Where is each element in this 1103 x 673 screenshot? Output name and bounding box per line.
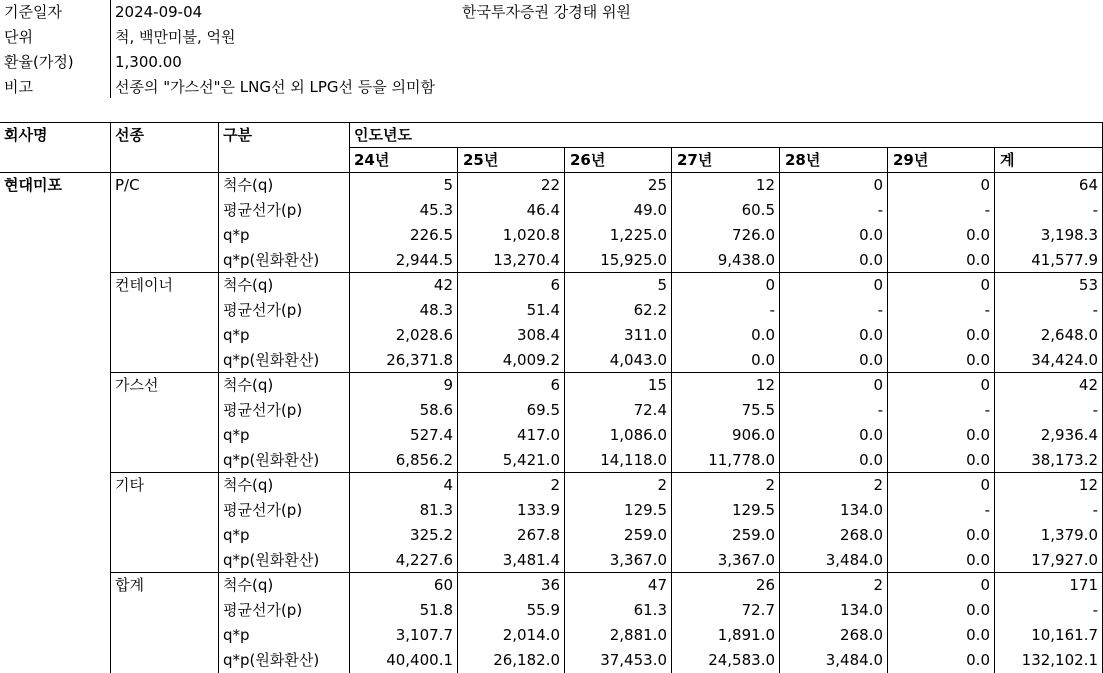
company-name[interactable]: 현대미포 xyxy=(4,176,62,194)
row-label[interactable]: 평균선가(p) xyxy=(223,301,303,319)
row-label[interactable]: 척수(q) xyxy=(223,276,274,294)
value-cell[interactable]: 129.5 xyxy=(624,501,667,519)
grid-line xyxy=(349,122,350,673)
value-cell[interactable]: 47 xyxy=(647,576,667,594)
value-cell[interactable]: 6,856.2 xyxy=(395,451,453,469)
row-label[interactable]: q*p xyxy=(223,326,250,344)
value-cell[interactable]: 14,118.0 xyxy=(600,451,667,469)
value-cell[interactable]: 55.9 xyxy=(526,601,560,619)
value-cell[interactable]: 3,367.0 xyxy=(717,551,775,569)
row-label[interactable]: q*p xyxy=(223,226,250,244)
value-cell[interactable]: 58.6 xyxy=(419,401,453,419)
grid-line xyxy=(110,122,111,673)
value-cell[interactable]: 26 xyxy=(755,576,775,594)
row-label[interactable]: 척수(q) xyxy=(223,176,274,194)
value-cell[interactable]: 259.0 xyxy=(732,526,775,544)
value-cell[interactable]: 0.0 xyxy=(859,226,883,244)
header-year-4[interactable]: 28년 xyxy=(785,151,821,169)
row-label[interactable]: 척수(q) xyxy=(223,376,274,394)
grid-line xyxy=(110,0,111,98)
value-cell[interactable]: 417.0 xyxy=(517,426,560,444)
value-cell[interactable]: 12 xyxy=(755,376,775,394)
row-label[interactable]: 척수(q) xyxy=(223,476,274,494)
header-company[interactable]: 회사명 xyxy=(4,126,48,144)
grid-line xyxy=(218,122,219,673)
value-cell[interactable]: 38,173.2 xyxy=(1031,451,1098,469)
grid-line xyxy=(779,147,780,673)
value-cell[interactable]: 0.0 xyxy=(859,251,883,269)
value-cell[interactable]: 64 xyxy=(1078,176,1098,194)
value-cell[interactable]: 15,925.0 xyxy=(600,251,667,269)
value-cell[interactable]: - xyxy=(769,301,775,319)
value-cell[interactable]: 906.0 xyxy=(732,426,775,444)
value-cell[interactable]: 325.2 xyxy=(410,526,453,544)
value-cell[interactable]: 72.7 xyxy=(741,601,775,619)
value-cell[interactable]: 4,227.6 xyxy=(395,551,453,569)
grid-line xyxy=(110,372,1103,373)
row-label[interactable]: 평균선가(p) xyxy=(223,201,303,219)
value-cell[interactable]: 24,583.0 xyxy=(708,651,775,669)
header-year-3[interactable]: 27년 xyxy=(677,151,713,169)
value-cell[interactable]: 51.4 xyxy=(526,301,560,319)
header-year-1[interactable]: 25년 xyxy=(463,151,499,169)
value-cell[interactable]: 0.0 xyxy=(966,451,990,469)
header-year-6[interactable]: 계 xyxy=(1000,151,1015,169)
value-cell[interactable]: 15 xyxy=(647,376,667,394)
value-cell[interactable]: 2,944.5 xyxy=(395,251,453,269)
row-label[interactable]: 평균선가(p) xyxy=(223,601,303,619)
value-cell[interactable]: 2,028.6 xyxy=(395,326,453,344)
value-cell[interactable]: 3,198.3 xyxy=(1040,226,1098,244)
value-cell[interactable]: 2,936.4 xyxy=(1040,426,1098,444)
value-cell[interactable]: 69.5 xyxy=(526,401,560,419)
value-cell[interactable]: 2,014.0 xyxy=(502,626,560,644)
value-cell[interactable]: 45.3 xyxy=(419,201,453,219)
value-cell[interactable]: - xyxy=(877,301,883,319)
grid-line xyxy=(0,122,1103,123)
value-cell[interactable]: 0.0 xyxy=(859,426,883,444)
ship-type-2[interactable]: 가스선 xyxy=(115,376,159,394)
value-cell[interactable]: 3,484.0 xyxy=(825,551,883,569)
value-cell[interactable]: 12 xyxy=(1078,476,1098,494)
value-cell[interactable]: 10,161.7 xyxy=(1031,626,1098,644)
value-cell[interactable]: 2 xyxy=(873,476,883,494)
value-cell[interactable]: 1,891.0 xyxy=(717,626,775,644)
value-cell[interactable]: 1,225.0 xyxy=(609,226,667,244)
value-cell[interactable]: 72.4 xyxy=(633,401,667,419)
grid-line xyxy=(349,147,1103,148)
value-cell[interactable]: 26,371.8 xyxy=(386,351,453,369)
note-value[interactable]: 선종의 "가스선"은 LNG선 외 LPG선 등을 의미함 xyxy=(115,78,435,96)
value-cell[interactable]: 17,927.0 xyxy=(1031,551,1098,569)
value-cell[interactable]: 61.3 xyxy=(633,601,667,619)
grid-line xyxy=(671,147,672,673)
value-cell[interactable]: - xyxy=(1092,601,1098,619)
value-cell[interactable]: 0 xyxy=(765,276,775,294)
value-cell[interactable]: 0.0 xyxy=(966,651,990,669)
value-cell[interactable]: - xyxy=(984,501,990,519)
row-label[interactable]: q*p xyxy=(223,426,250,444)
value-cell[interactable]: 11,778.0 xyxy=(708,451,775,469)
value-cell[interactable]: 4 xyxy=(443,476,453,494)
value-cell[interactable]: 0.0 xyxy=(966,426,990,444)
grid-line xyxy=(110,572,1103,573)
row-label[interactable]: q*p xyxy=(223,526,250,544)
value-cell[interactable]: 259.0 xyxy=(624,526,667,544)
base-date-value[interactable]: 2024-09-04 xyxy=(115,3,203,21)
value-cell[interactable]: 0 xyxy=(980,176,990,194)
value-cell[interactable]: 62.2 xyxy=(633,301,667,319)
unit-label[interactable]: 단위 xyxy=(4,28,33,46)
row-label[interactable]: q*p(원화환산) xyxy=(223,551,320,569)
row-label[interactable]: q*p(원화환산) xyxy=(223,251,320,269)
header-delivery-year[interactable]: 인도년도 xyxy=(354,126,412,144)
value-cell[interactable]: 40,400.1 xyxy=(386,651,453,669)
ship-type-3[interactable]: 기타 xyxy=(115,476,144,494)
grid-line xyxy=(110,472,1103,473)
value-cell[interactable]: 3,484.0 xyxy=(825,651,883,669)
value-cell[interactable]: - xyxy=(1092,201,1098,219)
value-cell[interactable]: 0.0 xyxy=(859,326,883,344)
grid-line xyxy=(110,272,1103,273)
value-cell[interactable]: - xyxy=(984,401,990,419)
header-year-5[interactable]: 29년 xyxy=(893,151,929,169)
row-label[interactable]: q*p(원화환산) xyxy=(223,451,320,469)
value-cell[interactable]: 41,577.9 xyxy=(1031,251,1098,269)
value-cell[interactable]: 3,107.7 xyxy=(395,626,453,644)
value-cell[interactable]: 5,421.0 xyxy=(502,451,560,469)
value-cell[interactable]: - xyxy=(1092,501,1098,519)
header-year-0[interactable]: 24년 xyxy=(354,151,390,169)
value-cell[interactable]: - xyxy=(877,401,883,419)
value-cell[interactable]: 0.0 xyxy=(966,251,990,269)
value-cell[interactable]: 0 xyxy=(980,276,990,294)
ship-type-0[interactable]: P/C xyxy=(115,176,140,194)
value-cell[interactable]: 1,086.0 xyxy=(609,426,667,444)
row-label[interactable]: q*p(원화환산) xyxy=(223,351,320,369)
value-cell[interactable]: 9 xyxy=(443,376,453,394)
note-label[interactable]: 비고 xyxy=(4,78,33,96)
row-label[interactable]: 평균선가(p) xyxy=(223,401,303,419)
value-cell[interactable]: 0 xyxy=(873,176,883,194)
value-cell[interactable]: 60.5 xyxy=(741,201,775,219)
value-cell[interactable]: 13,270.4 xyxy=(493,251,560,269)
value-cell[interactable]: 0 xyxy=(873,276,883,294)
value-cell[interactable]: 60 xyxy=(433,576,453,594)
value-cell[interactable]: 267.8 xyxy=(517,526,560,544)
value-cell[interactable]: 0 xyxy=(980,576,990,594)
value-cell[interactable]: 726.0 xyxy=(732,226,775,244)
value-cell[interactable]: - xyxy=(984,201,990,219)
value-cell[interactable]: 2 xyxy=(765,476,775,494)
value-cell[interactable]: 0 xyxy=(873,376,883,394)
value-cell[interactable]: 133.9 xyxy=(517,501,560,519)
value-cell[interactable]: 5 xyxy=(657,276,667,294)
grid-line xyxy=(564,147,565,673)
header-year-2[interactable]: 26년 xyxy=(570,151,606,169)
value-cell[interactable]: 42 xyxy=(433,276,453,294)
row-label[interactable]: 평균선가(p) xyxy=(223,501,303,519)
value-cell[interactable]: 46.4 xyxy=(526,201,560,219)
value-cell[interactable]: 311.0 xyxy=(624,326,667,344)
value-cell[interactable]: - xyxy=(984,301,990,319)
ship-type-4[interactable]: 합계 xyxy=(115,576,144,594)
value-cell[interactable]: 0.0 xyxy=(859,351,883,369)
value-cell[interactable]: 3,367.0 xyxy=(609,551,667,569)
grid-line xyxy=(457,147,458,673)
value-cell[interactable]: 0.0 xyxy=(751,326,775,344)
value-cell[interactable]: 268.0 xyxy=(840,626,883,644)
value-cell[interactable]: 4,009.2 xyxy=(502,351,560,369)
value-cell[interactable]: 12 xyxy=(755,176,775,194)
value-cell[interactable]: 42 xyxy=(1078,376,1098,394)
row-label[interactable]: q*p xyxy=(223,626,250,644)
value-cell[interactable]: 9,438.0 xyxy=(717,251,775,269)
value-cell[interactable]: 134.0 xyxy=(840,601,883,619)
value-cell[interactable]: 75.5 xyxy=(741,401,775,419)
value-cell[interactable]: - xyxy=(1092,401,1098,419)
header-category[interactable]: 구분 xyxy=(223,126,252,144)
header-ship-type[interactable]: 선종 xyxy=(115,126,144,144)
value-cell[interactable]: 6 xyxy=(550,376,560,394)
value-cell[interactable]: 2 xyxy=(550,476,560,494)
value-cell[interactable]: 0.0 xyxy=(966,551,990,569)
base-date-label[interactable]: 기준일자 xyxy=(4,3,62,21)
value-cell[interactable]: - xyxy=(877,201,883,219)
value-cell[interactable]: 171 xyxy=(1069,576,1098,594)
value-cell[interactable]: 36 xyxy=(540,576,560,594)
fx-label[interactable]: 환율(가정) xyxy=(4,53,74,71)
value-cell[interactable]: 0 xyxy=(980,376,990,394)
value-cell[interactable]: 0.0 xyxy=(751,351,775,369)
row-label[interactable]: q*p(원화환산) xyxy=(223,651,320,669)
value-cell[interactable]: 5 xyxy=(443,176,453,194)
value-cell[interactable]: 2 xyxy=(873,576,883,594)
value-cell[interactable]: 0.0 xyxy=(966,526,990,544)
value-cell[interactable]: 53 xyxy=(1078,276,1098,294)
ship-type-1[interactable]: 컨테이너 xyxy=(115,276,173,294)
value-cell[interactable]: 25 xyxy=(647,176,667,194)
grid-line xyxy=(887,147,888,673)
grid-line xyxy=(0,172,1103,173)
value-cell[interactable]: 0.0 xyxy=(966,626,990,644)
fx-value[interactable]: 1,300.00 xyxy=(115,53,182,71)
value-cell[interactable]: 3,481.4 xyxy=(502,551,560,569)
value-cell[interactable]: 0.0 xyxy=(859,451,883,469)
value-cell[interactable]: 48.3 xyxy=(419,301,453,319)
analyst-name[interactable]: 한국투자증권 강경태 위원 xyxy=(462,3,631,21)
value-cell[interactable]: 26,182.0 xyxy=(493,651,560,669)
value-cell[interactable]: 134.0 xyxy=(840,501,883,519)
value-cell[interactable]: 527.4 xyxy=(410,426,453,444)
grid-line xyxy=(994,147,995,673)
row-label[interactable]: 척수(q) xyxy=(223,576,274,594)
value-cell[interactable]: 1,020.8 xyxy=(502,226,560,244)
value-cell[interactable]: - xyxy=(1092,301,1098,319)
value-cell[interactable]: 22 xyxy=(540,176,560,194)
value-cell[interactable]: 226.5 xyxy=(410,226,453,244)
value-cell[interactable]: 2 xyxy=(657,476,667,494)
value-cell[interactable]: 129.5 xyxy=(732,501,775,519)
value-cell[interactable]: 2,881.0 xyxy=(609,626,667,644)
value-cell[interactable]: 2,648.0 xyxy=(1040,326,1098,344)
value-cell[interactable]: 49.0 xyxy=(633,201,667,219)
value-cell[interactable]: 1,379.0 xyxy=(1040,526,1098,544)
value-cell[interactable]: 268.0 xyxy=(840,526,883,544)
value-cell[interactable]: 0.0 xyxy=(966,601,990,619)
value-cell[interactable]: 4,043.0 xyxy=(609,351,667,369)
value-cell[interactable]: 51.8 xyxy=(419,601,453,619)
value-cell[interactable]: 81.3 xyxy=(419,501,453,519)
value-cell[interactable]: 6 xyxy=(550,276,560,294)
value-cell[interactable]: 132,102.1 xyxy=(1021,651,1098,669)
value-cell[interactable]: 308.4 xyxy=(517,326,560,344)
value-cell[interactable]: 34,424.0 xyxy=(1031,351,1098,369)
value-cell[interactable]: 0 xyxy=(980,476,990,494)
value-cell[interactable]: 0.0 xyxy=(966,351,990,369)
value-cell[interactable]: 0.0 xyxy=(966,226,990,244)
value-cell[interactable]: 37,453.0 xyxy=(600,651,667,669)
value-cell[interactable]: 0.0 xyxy=(966,326,990,344)
unit-value[interactable]: 척, 백만미불, 억원 xyxy=(115,28,236,46)
